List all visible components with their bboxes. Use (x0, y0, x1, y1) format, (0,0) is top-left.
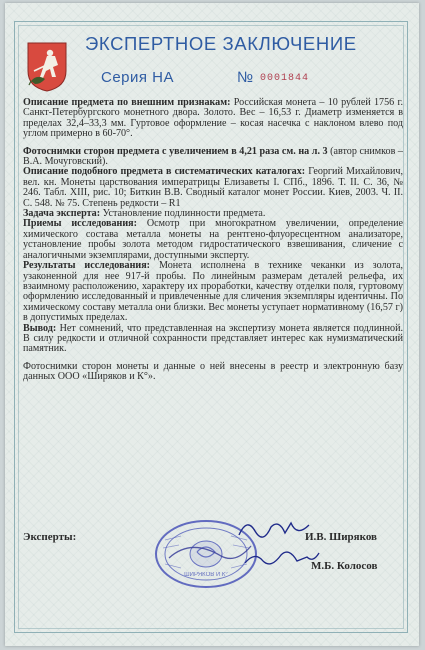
section-description (23, 98, 403, 140)
signature-shiryakov (235, 513, 315, 543)
section-label: Фотоснимки сторон предмета с увеличением в 4,21 раза см. на л. 3 (23, 145, 328, 157)
section-label: Задача эксперта: (23, 208, 101, 220)
section-conclusion (23, 324, 403, 355)
number-sign: № (237, 69, 254, 86)
expert-name-1: И.В. Ширяков (305, 531, 377, 543)
section-label: Вывод: (23, 322, 57, 334)
series-label: Серия НА (101, 69, 175, 86)
certificate-sheet (5, 3, 419, 646)
serial-number: 0001844 (260, 73, 310, 84)
section-text: Георгий Михайлович, вел. кн. Монеты царствования императрицы Елизаветы I. СПб., 1896. Т. II. С. 36, № 246. Табл. XIII, рис. 10; Биткин В.В. Сводный каталог монет России. Киев, 2003. Ч. II. С. 548. № 75. Степень редкости – R1 (23, 166, 404, 209)
stamp-text: ШИРЯКОВ И К° (184, 572, 228, 578)
section-photos (23, 147, 403, 168)
signature-kolosov (241, 543, 321, 573)
section-label: Описание подобного предмета в систематических каталогах: (23, 166, 306, 178)
moscow-coat-of-arms-icon (25, 41, 69, 93)
registry-note: Фотоснимки сторон монеты и данные о ней внесены в реестр и электронную базу данных ООО «Ширяков и К°». (23, 360, 403, 383)
section-results (23, 261, 403, 323)
section-text: (автор снимков – В.А. Мочуговский). (23, 145, 403, 168)
expert-name-2: М.Б. Колосов (311, 560, 378, 572)
certificate-body (23, 98, 403, 383)
section-label: Приемы исследования: (23, 218, 138, 230)
section-text: Монета исполнена в технике чеканки из золота, узаконенной для нее 917-й пробы. По линейным размерам деталей рельефа, их взаимному расположению, характеру их проработки, качеству отделки поля, гуртовому оформлению исследованный и привлеченные для сличения экземпляры идентичны. По химическому составу металла они близки. Вес монеты уступает нормативному (16,57 г) в допустимых пределах. (23, 260, 403, 324)
section-text: Нет сомнений, что представленная на экспертизу монета является подлинной. В силу редкости и отличной сохранности представляет интерес как нумизматический памятник. (23, 322, 403, 355)
experts-label: Эксперты: (23, 531, 77, 543)
section-text: Установление подлинности предмета. (100, 208, 266, 220)
section-text: Российская монета – 10 рублей 1756 г. Санкт-Петербургского монетного двора. Золото. Вес – 16,53 г. Диаметр изменяется в пределах 32,4–33,3 мм. Гуртовое оформление – косая насечка с наклоном влево под углом примерно в 60-70°. (23, 97, 403, 140)
section-methods (23, 219, 403, 261)
section-label: Результаты исследования: (23, 260, 151, 272)
section-label: Описание предмета по внешним признакам: (23, 97, 231, 108)
document-title: ЭКСПЕРТНОЕ ЗАКЛЮЧЕНИЕ (85, 33, 357, 54)
section-catalogs (23, 167, 403, 209)
section-text: Осмотр при многократном увеличении, определение химического состава металла монеты на рентгено-флуоресцентном анализаторе, установление пробы золота методом гидростатического взвешивания, сличение с аналогичными экземплярами, доступными эксперту. (23, 218, 403, 261)
